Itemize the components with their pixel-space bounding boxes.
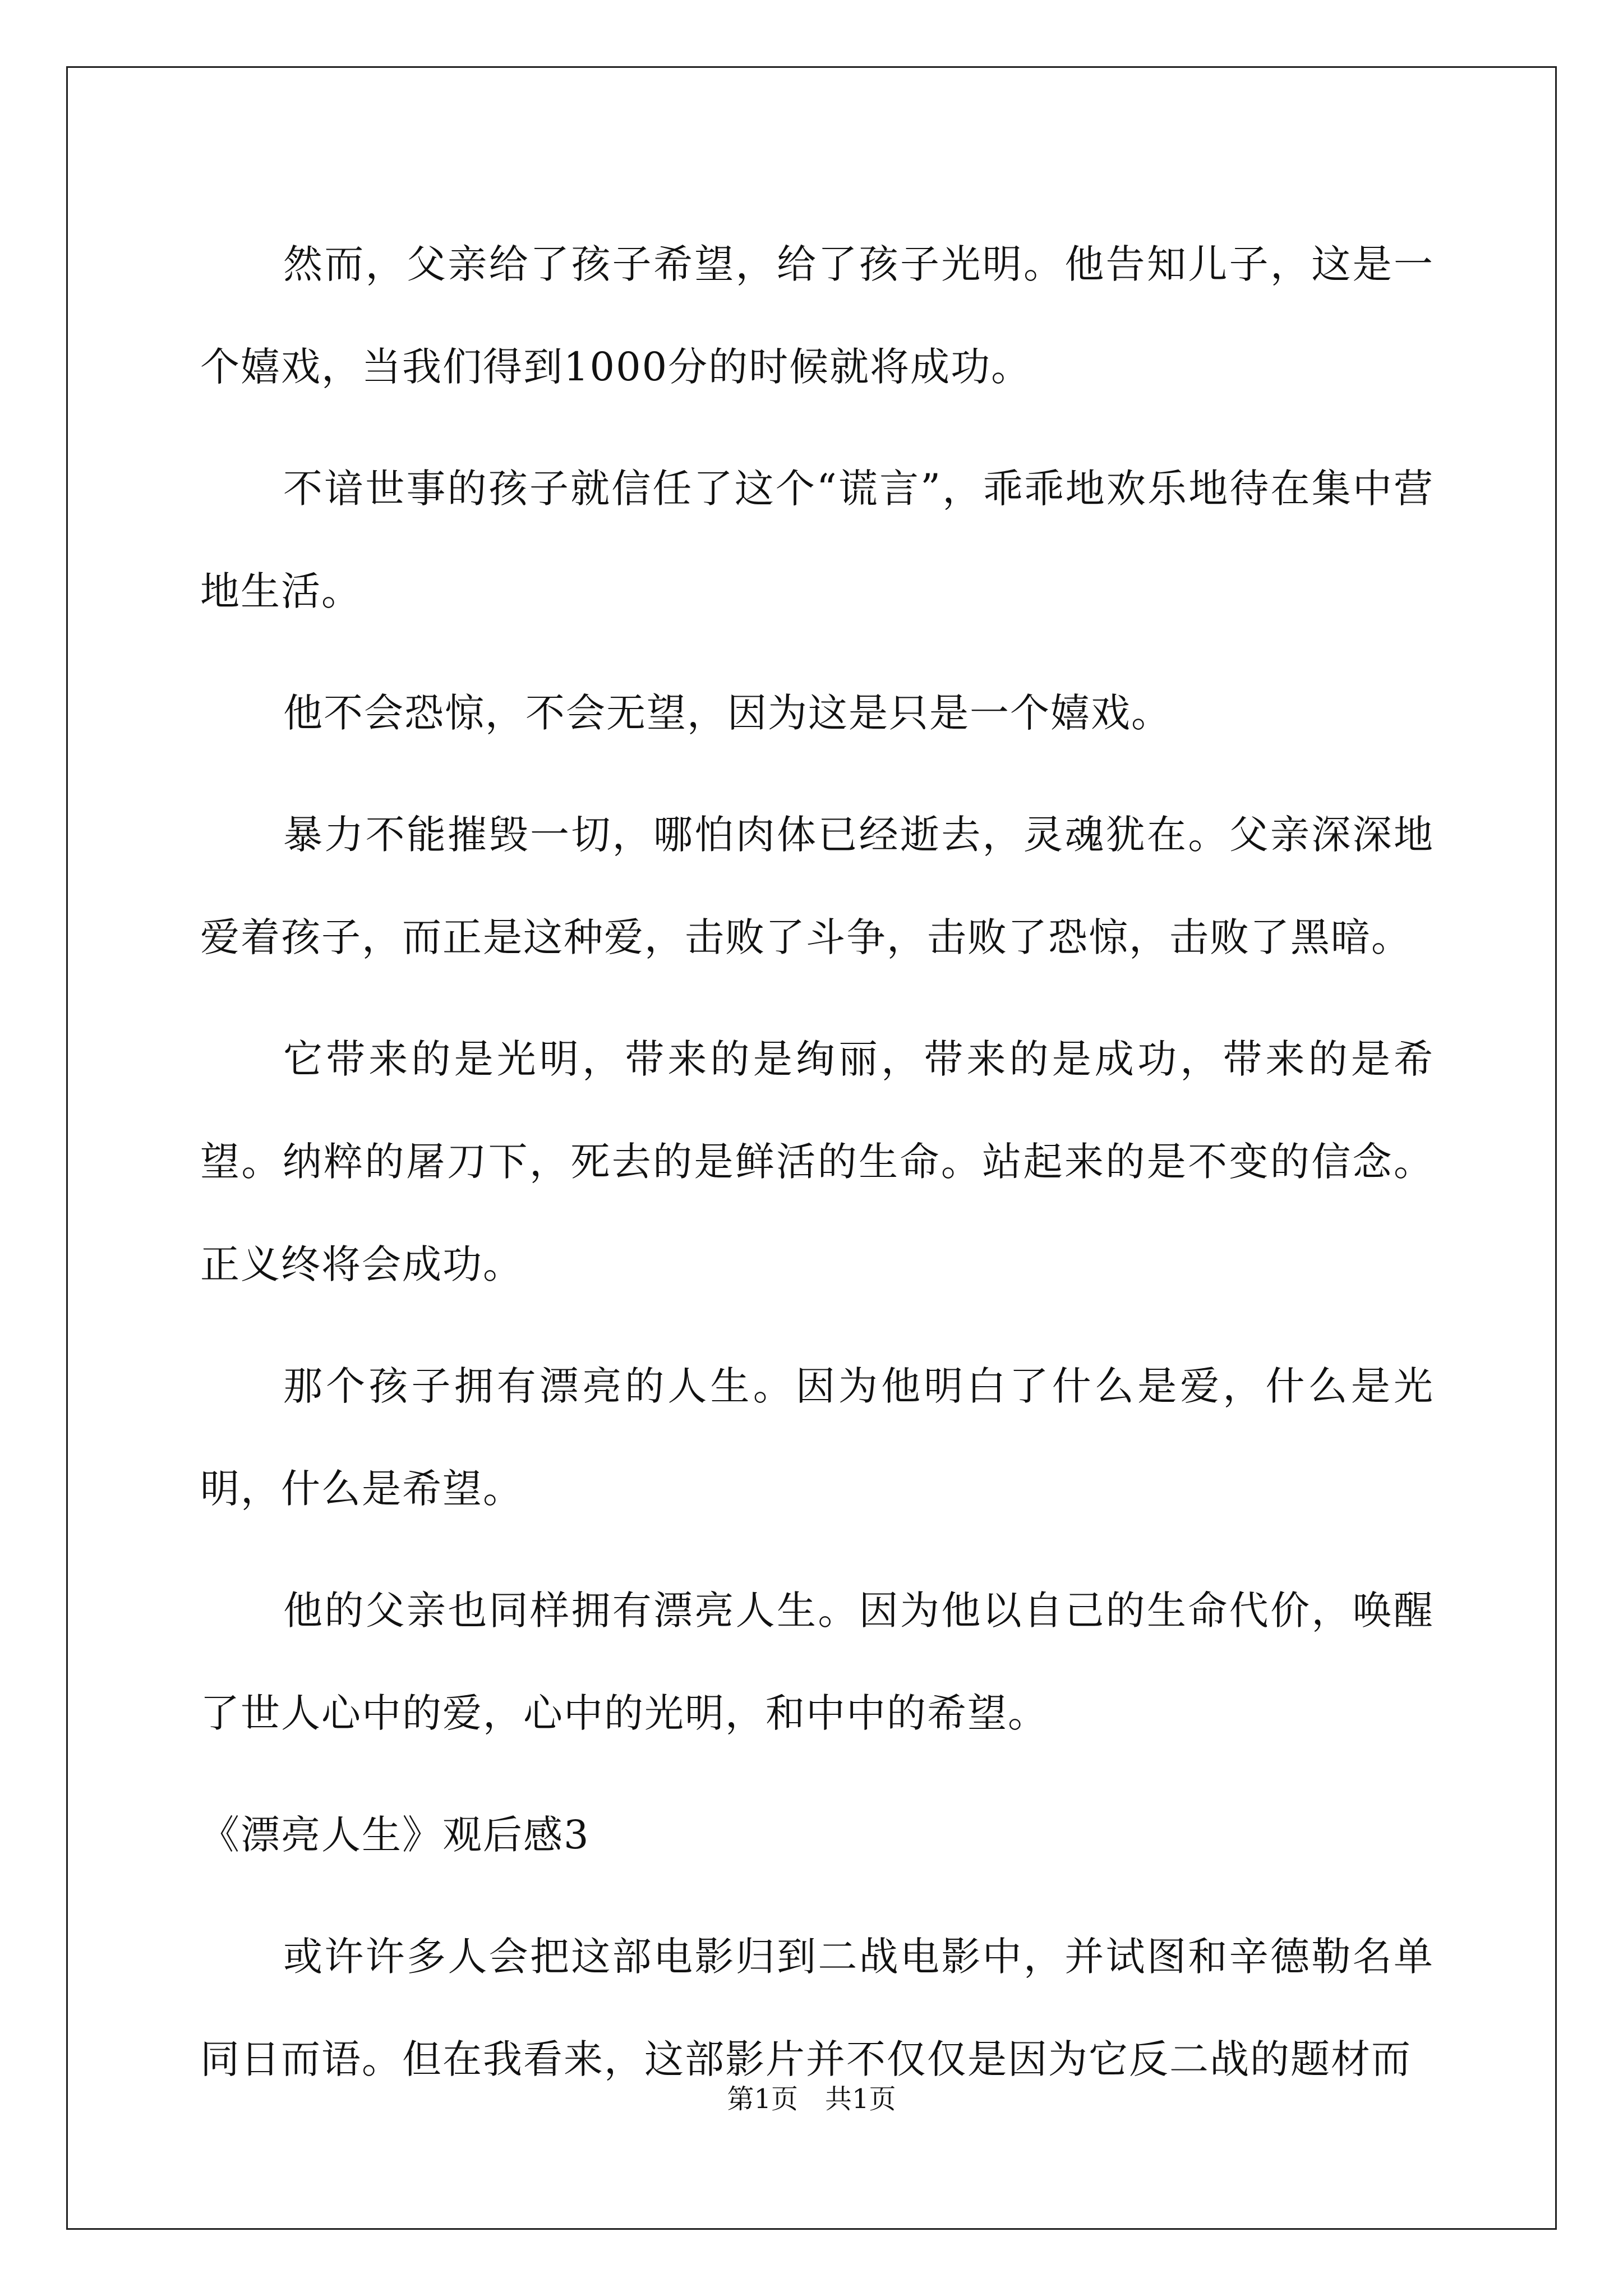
paragraph-7: 他的父亲也同样拥有漂亮人生。因为他以自己的生命代价，唤醒了世人心中的爱，心中的光明，和中中的希望。 — [200, 1588, 1434, 1736]
paragraph-6: 那个孩子拥有漂亮的人生。因为他明白了什么是爱，什么是光明，什么是希望。 — [200, 1363, 1434, 1512]
paragraph-1: 然而，父亲给了孩子希望，给了孩子光明。他告知儿子，这是一个嬉戏，当我们得到1000分的时候就将成功。 — [200, 241, 1434, 390]
page-footer — [0, 2082, 1623, 2116]
paragraph-4: 暴力不能摧毁一切，哪怕肉体已经逝去，灵魂犹在。父亲深深地爱着孩子，而正是这种爱，击败了斗争，击败了恐惊，击败了黑暗。 — [200, 812, 1434, 960]
paragraph-2: 不谙世事的孩子就信任了这个“谎言”，乖乖地欢乐地待在集中营地生活。 — [200, 466, 1434, 614]
document-body — [200, 213, 1434, 2130]
section-heading: 《漂亮人生》观后感3 — [200, 1812, 590, 1858]
paragraph-5: 它带来的是光明，带来的是绚丽，带来的是成功，带来的是希望。纳粹的屠刀下，死去的是鲜活的生命。站起来的是不变的信念。正义终将会成功。 — [200, 1036, 1434, 1287]
page-number: 第1页 — [727, 2083, 798, 2115]
page-total: 共1页 — [825, 2083, 896, 2115]
section-paragraph-1: 或许许多人会把这部电影归到二战电影中，并试图和辛德勒名单同日而语。但在我看来，这部影片并不仅仅是因为它反二战的题材而 — [200, 1934, 1434, 2082]
paragraph-3: 他不会恐惊，不会无望，因为这是只是一个嬉戏。 — [283, 690, 1172, 736]
